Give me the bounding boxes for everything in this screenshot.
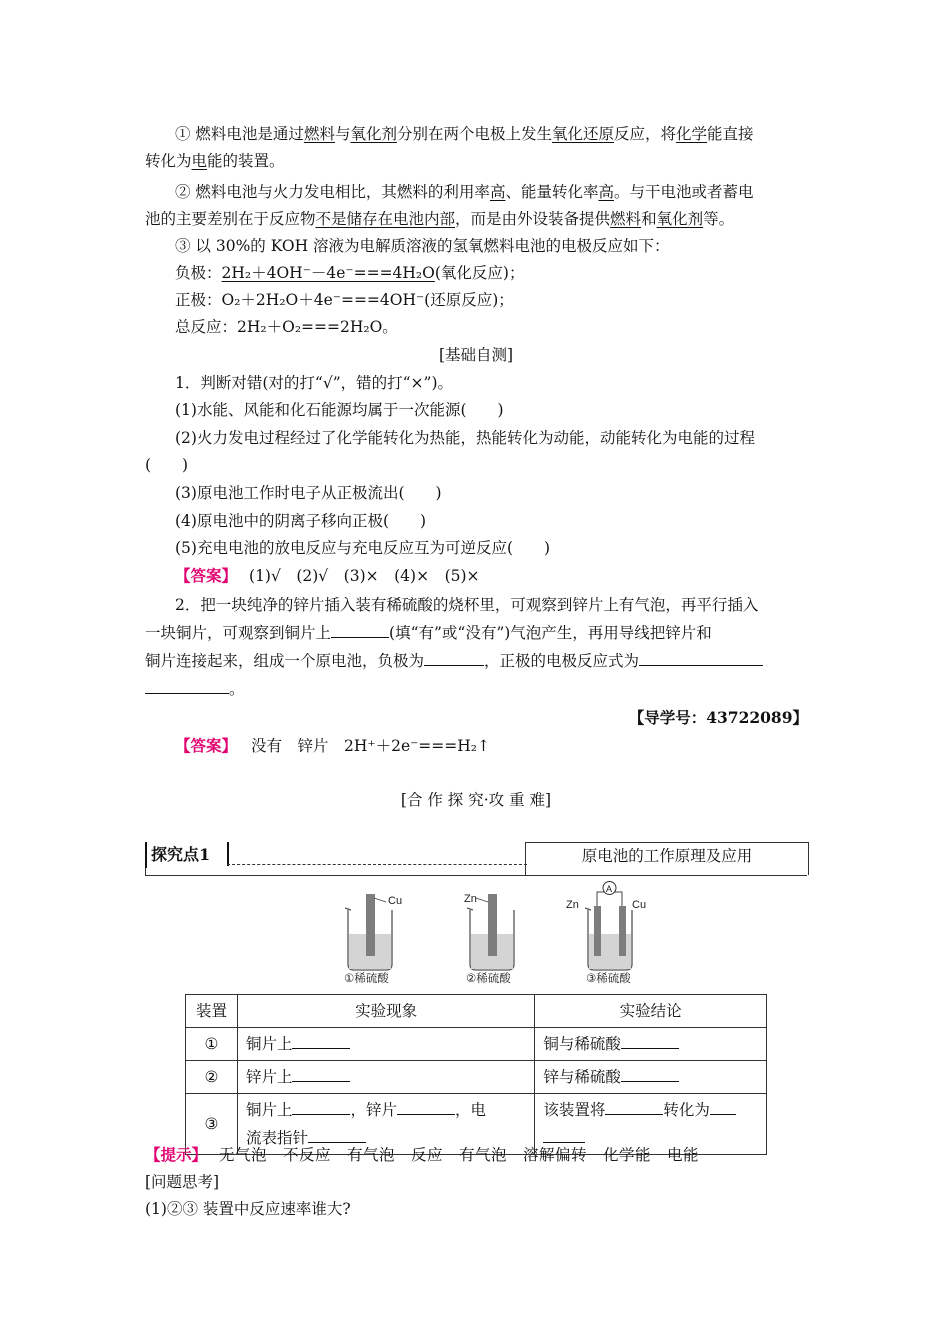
guide-number: 【导学号：43722089】 — [628, 708, 808, 727]
beaker-2-label: ②稀硫酸 — [466, 973, 511, 985]
q1-item1: (1)水能、风能和化石能源均属于一次能源( ) — [175, 401, 504, 419]
q1-answer: 【答案】 (1)√ (2)√ (3)× (4)× (5)× — [175, 566, 480, 585]
svg-text:Cu: Cu — [388, 895, 403, 907]
beaker-1-label: ①稀硫酸 — [344, 973, 389, 985]
q2-answer: 【答案】 没有 锌片 2H⁺＋2e⁻===H₂↑ — [175, 736, 490, 755]
zn-electrode — [488, 894, 497, 956]
cu-electrode — [366, 894, 375, 956]
para2-line1: ② 燃料电池与火力发电相比，其燃料的利用率高、能量转化率高。与干电池或者蓄电 — [175, 183, 754, 201]
q2-line2: 一块铜片，可观察到铜片上 (填“有”或“没有”)气泡产生，再用导线把锌片和 — [145, 621, 712, 644]
beaker-2 — [464, 893, 514, 970]
q2-line1: 2．把一块纯净的锌片插入装有稀硫酸的烧杯里，可观察到锌片上有气泡，再平行插入 — [175, 596, 759, 614]
section-coop-title: [合 作 探 究·攻 重 难] — [400, 791, 552, 809]
q1-item4: (4)原电池中的阴离子移向正极( ) — [175, 512, 427, 530]
hint-tag: 【提示】 — [145, 1145, 208, 1164]
para3: ③ 以 30%的 KOH 溶液为电解质溶液的氢氧燃料电池的电极反应如下： — [175, 237, 670, 255]
table-row: ① 铜片上 铜与稀硫酸 — [186, 1028, 767, 1061]
negative-electrode: 负极：2H₂＋4OH⁻－4e⁻===4H₂O(氧化反应)； — [175, 264, 525, 282]
q2-line4: 。 — [145, 677, 245, 700]
explore-title: 原电池的工作原理及应用 — [525, 842, 809, 875]
beaker-3-label: ③稀硫酸 — [586, 973, 631, 985]
positive-electrode: 正极：O₂＋2H₂O＋4e⁻===4OH⁻(还原反应)； — [175, 291, 514, 309]
para1-line2: 转化为电能的装置。 — [145, 152, 285, 170]
question-section: [问题思考] — [145, 1173, 220, 1191]
beaker-3 — [566, 882, 646, 971]
experiment-table — [185, 994, 767, 1155]
para1-line1: ① 燃料电池是通过燃料与氧化剂分别在两个电极上发生氧化还原反应，将化学能直接 — [175, 125, 754, 143]
q1-item2: (2)火力发电过程经过了化学能转化为热能，热能转化为动能，动能转化为电能的过程 — [175, 429, 755, 447]
cu-electrode-3 — [619, 906, 626, 956]
question-1: (1)②③ 装置中反应速率谁大? — [145, 1200, 351, 1218]
q1-item5: (5)充电电池的放电反应与充电反应互为可逆反应( ) — [175, 539, 551, 557]
q1-stem: 1．判断对错(对的打“√”，错的打“×”)。 — [175, 374, 454, 392]
explore-banner — [145, 842, 807, 876]
svg-text:Zn: Zn — [464, 893, 477, 905]
table-row: ③ 铜片上 ，锌片 ，电 流表指针 该装置将 转化为 — [186, 1094, 767, 1155]
svg-text:A: A — [606, 884, 613, 894]
zn-electrode-3 — [594, 906, 601, 956]
hint-line: 【提示】 无气泡 不反应 有气泡 反应 有气泡 溶解偏转 化学能 电能 — [145, 1145, 700, 1164]
svg-text:Zn: Zn — [566, 899, 579, 911]
answer-tag: 【答案】 — [175, 566, 238, 585]
q1-item3: (3)原电池工作时电子从正极流出( ) — [175, 484, 442, 502]
table-row: ② 锌片上 锌与稀硫酸 — [186, 1061, 767, 1094]
q2-line3: 铜片连接起来，组成一个原电池，负极为 ，正极的电极反应式为 — [145, 649, 763, 672]
beaker-figure — [330, 880, 650, 988]
table-header: 装置 实验现象 实验结论 — [186, 995, 767, 1028]
answer-tag: 【答案】 — [175, 736, 238, 755]
svg-text:Cu: Cu — [632, 899, 647, 911]
q1-item2-blank: ( ) — [145, 456, 189, 474]
total-reaction: 总反应：2H₂＋O₂===2H₂O。 — [175, 318, 398, 336]
para2-line2: 池的主要差别在于反应物不是储存在电池内部，而是由外设装备提供燃料和氧化剂等。 — [145, 210, 735, 228]
explore-tag: 探究点1 — [145, 842, 214, 868]
beaker-1 — [345, 894, 402, 970]
section-basic-title: [基础自测] — [438, 346, 514, 364]
